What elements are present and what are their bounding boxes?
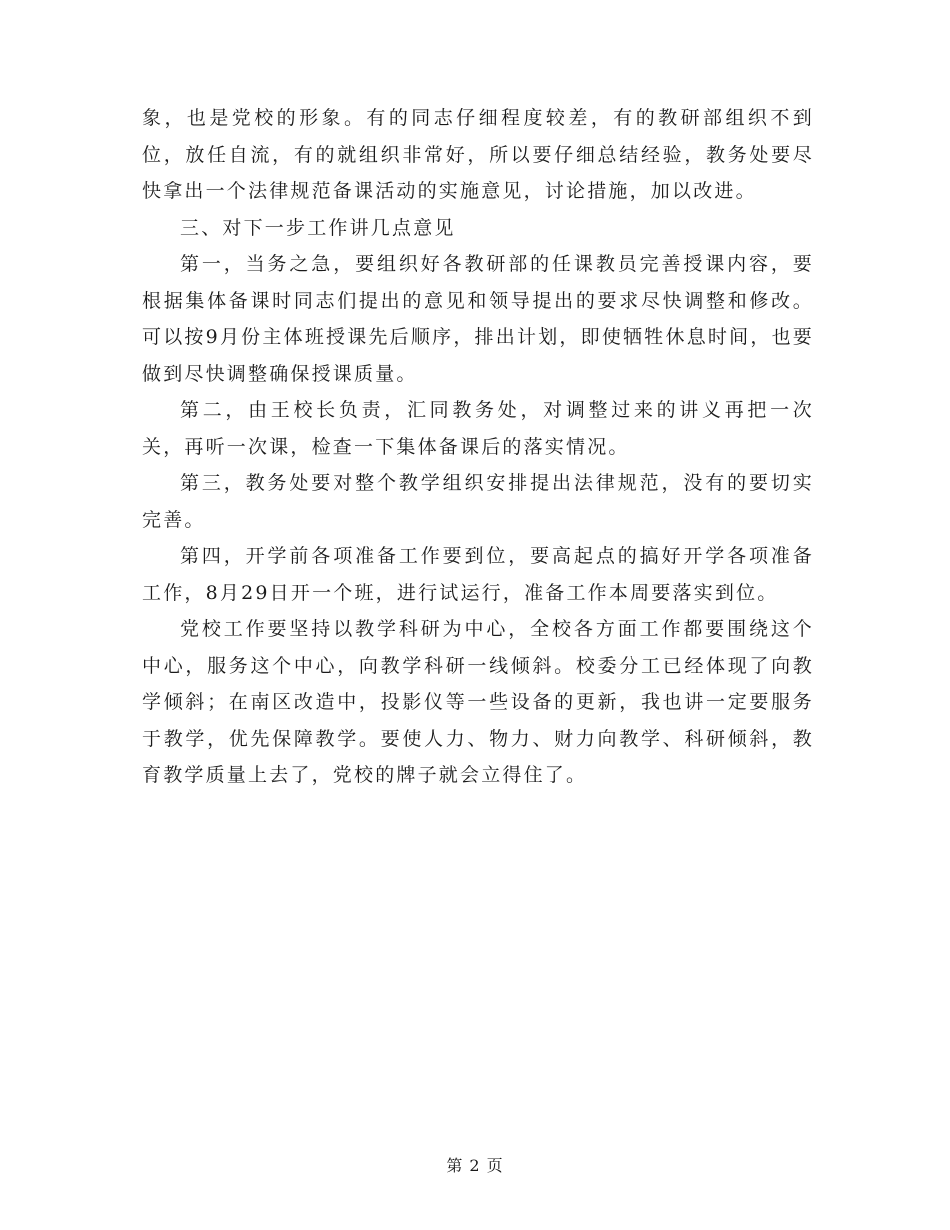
document-body [142, 100, 814, 794]
paragraph-fourth: 第四，开学前各项准备工作要到位，要高起点的搞好开学各项准备工作，8月29日开一个班，进行试运行，准备工作本周要落实到位。 [142, 545, 814, 604]
paragraph-third: 第三，教务处要对整个教学组织安排提出法律规范，没有的要切实完善。 [142, 472, 814, 531]
section-heading: 三、对下一步工作讲几点意见 [180, 216, 456, 239]
paragraph-first: 第一，当务之急，要组织好各教研部的任课教员完善授课内容，要根据集体备课时同志们提出的意见和领导提出的要求尽快调整和修改。可以按9月份主体班授课先后顺序，排出计划，即使牺牲休息时间，也要做到尽快调整确保授课质量。 [142, 253, 814, 385]
paragraph-conclusion: 党校工作要坚持以教学科研为中心，全校各方面工作都要围绕这个中心，服务这个中心，向教学科研一线倾斜。校委分工已经体现了向教学倾斜；在南区改造中，投影仪等一些设备的更新，我也讲一定要服务于教学，优先保障教学。要使人力、物力、财力向教学、科研倾斜，教育教学质量上去了，党校的牌子就会立得住了。 [142, 618, 814, 786]
page-number: 第 2 页 [446, 1156, 504, 1175]
paragraph-second: 第二，由王校长负责，汇同教务处，对调整过来的讲义再把一次关，再听一次课，检查一下集体备课后的落实情况。 [142, 399, 814, 458]
paragraph-continuation: 象，也是党校的形象。有的同志仔细程度较差，有的教研部组织不到位，放任自流，有的就组织非常好，所以要仔细总结经验，教务处要尽快拿出一个法律规范备课活动的实施意见，讨论措施，加以改进。 [142, 107, 814, 202]
